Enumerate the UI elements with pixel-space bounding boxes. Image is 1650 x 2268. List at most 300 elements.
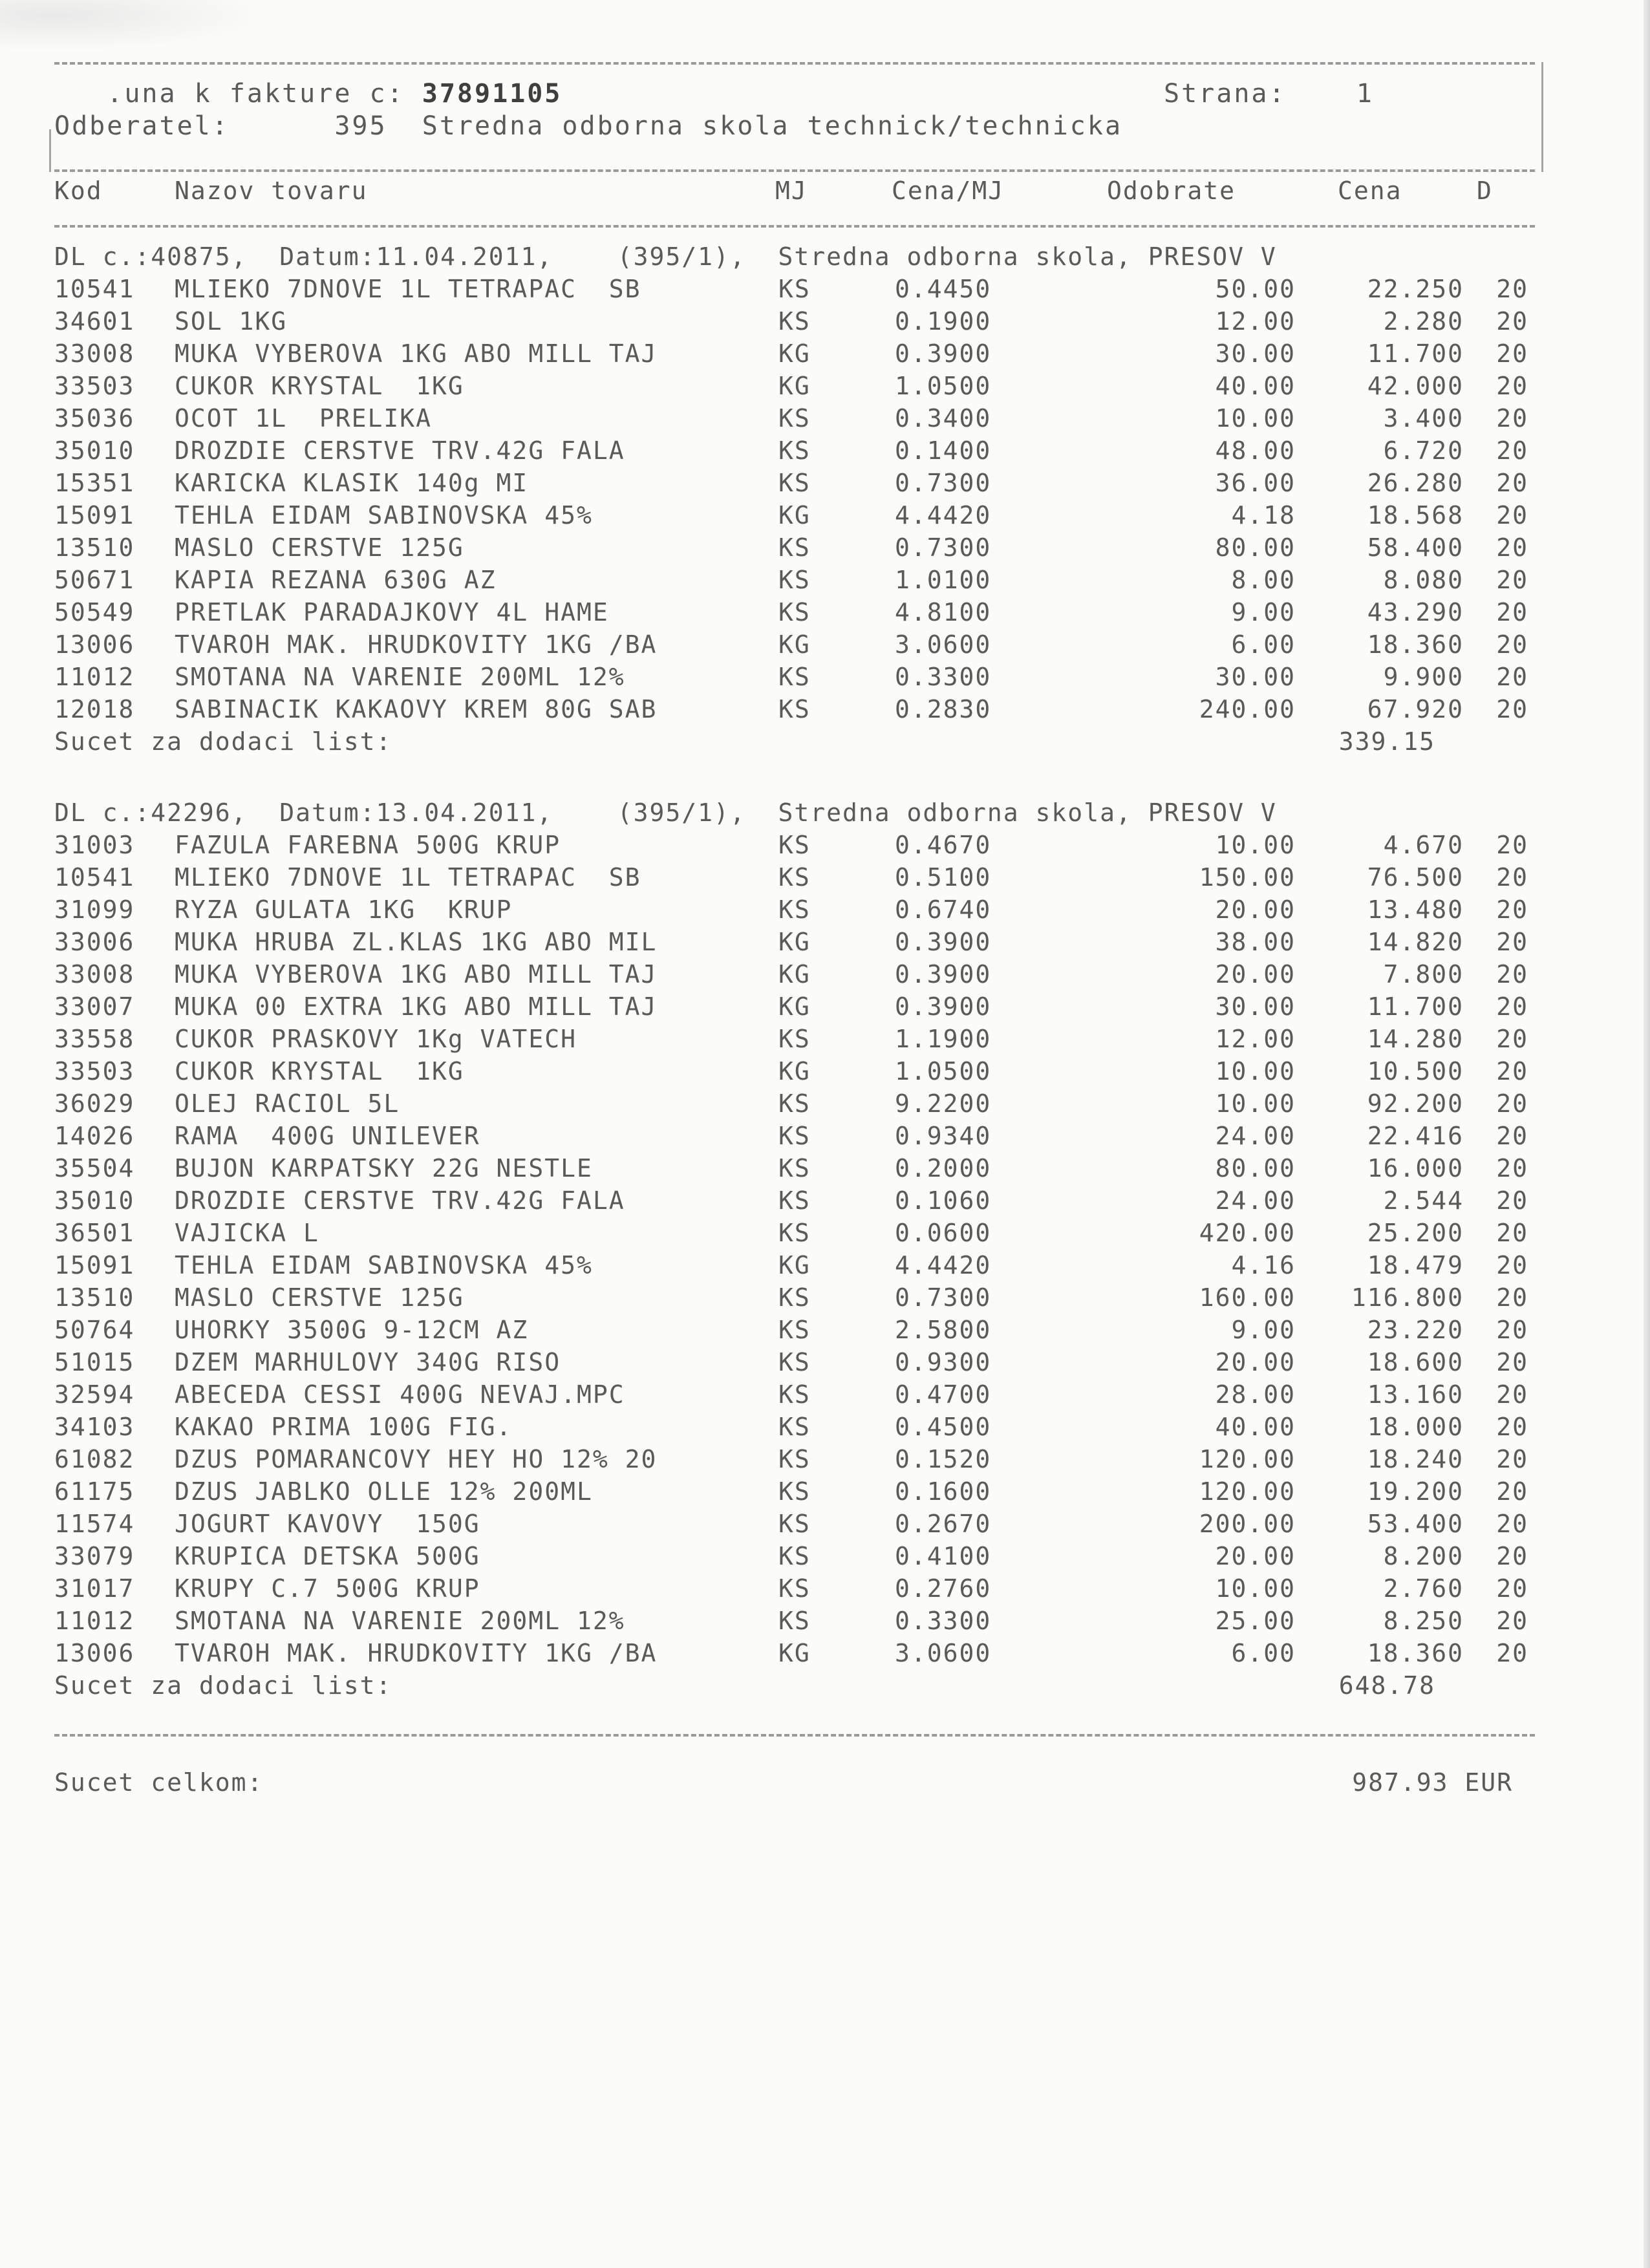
table-row [54, 1314, 1535, 1346]
scan-shadow [0, 0, 272, 52]
table-row [54, 661, 1535, 693]
item-vat: 20 [1496, 566, 1528, 594]
item-vat: 20 [1496, 275, 1528, 303]
item-vat: 20 [1496, 1186, 1528, 1215]
item-name: MUKA HRUBA ZL.KLAS 1KG ABO MIL [175, 928, 658, 956]
table-row [54, 958, 1535, 990]
item-quantity: 12.00 [1215, 1025, 1296, 1053]
item-name: TVAROH MAK. HRUDKOVITY 1KG /BA [175, 630, 658, 659]
item-name: SMOTANA NA VARENIE 200ML 12% [175, 1607, 625, 1635]
delivery-sum-label: Sucet za dodaci list: [54, 1671, 392, 1700]
item-vat: 20 [1496, 1510, 1528, 1538]
item-price: 16.000 [1367, 1154, 1464, 1182]
item-quantity: 200.00 [1199, 1510, 1296, 1538]
item-code: 51015 [54, 1348, 135, 1376]
item-name: CUKOR KRYSTAL 1KG [175, 1057, 464, 1086]
item-unit: KS [778, 1089, 811, 1118]
item-code: 61175 [54, 1477, 135, 1506]
item-quantity: 6.00 [1231, 630, 1296, 659]
item-unit: KG [778, 1251, 811, 1279]
item-vat: 20 [1496, 1542, 1528, 1570]
item-unit-price: 1.0500 [895, 372, 992, 400]
item-unit: KG [778, 630, 811, 659]
item-name: SABINACIK KAKAOVY KREM 80G SAB [175, 695, 658, 723]
item-name: OCOT 1L PRELIKA [175, 404, 433, 433]
item-vat: 20 [1496, 1025, 1528, 1053]
item-vat: 20 [1496, 1574, 1528, 1603]
item-unit: KS [778, 1413, 811, 1441]
item-name: KRUPICA DETSKA 500G [175, 1542, 480, 1570]
item-unit-price: 0.3900 [895, 339, 992, 368]
item-unit: KG [778, 501, 811, 530]
item-code: 15091 [54, 1251, 135, 1279]
invoice-title-row [54, 78, 562, 110]
item-code: 50549 [54, 598, 135, 626]
item-vat: 20 [1496, 831, 1528, 859]
item-unit-price: 0.4500 [895, 1413, 992, 1441]
total-rule [54, 1734, 1535, 1737]
delivery-heading: DL c.:42296, Datum:13.04.2011, (395/1), Stredna odborna skola, PRESOV V [54, 798, 1277, 827]
item-vat: 20 [1496, 1122, 1528, 1150]
delivery-sum-value: 339.15 [1338, 727, 1435, 756]
header-right-bar [1541, 62, 1543, 172]
item-unit-price: 4.4420 [895, 1251, 992, 1279]
item-code: 10541 [54, 275, 135, 303]
item-code: 31003 [54, 831, 135, 859]
item-unit: KS [778, 1510, 811, 1538]
item-unit-price: 1.0100 [895, 566, 992, 594]
item-vat: 20 [1496, 307, 1528, 336]
table-row [54, 1281, 1535, 1314]
delivery-heading: DL c.:40875, Datum:11.04.2011, (395/1), Stredna odborna skola, PRESOV V [54, 242, 1277, 271]
item-code: 35504 [54, 1154, 135, 1182]
item-code: 33008 [54, 339, 135, 368]
item-unit: KS [778, 831, 811, 859]
item-quantity: 10.00 [1215, 1057, 1296, 1086]
table-row [54, 1572, 1535, 1605]
item-price: 76.500 [1367, 863, 1464, 892]
item-price: 19.200 [1367, 1477, 1464, 1506]
item-quantity: 24.00 [1215, 1122, 1296, 1150]
table-row [54, 434, 1535, 467]
item-unit-price: 3.0600 [895, 1639, 992, 1667]
item-quantity: 10.00 [1215, 1574, 1296, 1603]
title-prefix: .una k fakture c: [54, 79, 405, 109]
item-vat: 20 [1496, 630, 1528, 659]
item-vat: 20 [1496, 1639, 1528, 1667]
table-row [54, 337, 1535, 370]
item-unit: KS [778, 275, 811, 303]
item-code: 13510 [54, 533, 135, 562]
item-unit-price: 0.2760 [895, 1574, 992, 1603]
table-row [54, 1378, 1535, 1411]
table-row [54, 1443, 1535, 1475]
item-quantity: 12.00 [1215, 307, 1296, 336]
item-code: 61082 [54, 1445, 135, 1473]
table-row [54, 693, 1535, 725]
item-price: 23.220 [1367, 1316, 1464, 1344]
item-name: TVAROH MAK. HRUDKOVITY 1KG /BA [175, 1639, 658, 1667]
table-row [54, 1152, 1535, 1184]
item-price: 2.280 [1383, 307, 1464, 336]
item-quantity: 150.00 [1199, 863, 1296, 892]
item-quantity: 120.00 [1199, 1477, 1296, 1506]
item-unit-price: 0.3900 [895, 992, 992, 1021]
invoice-number: 37891105 [422, 79, 562, 109]
item-unit-price: 0.0600 [895, 1219, 992, 1247]
item-code: 32594 [54, 1380, 135, 1409]
customer-label: Odberatel: [54, 111, 230, 141]
item-code: 35010 [54, 1186, 135, 1215]
page-indicator [1164, 78, 1374, 110]
item-quantity: 420.00 [1199, 1219, 1296, 1247]
item-unit-price: 0.3300 [895, 1607, 992, 1635]
item-name: MASLO CERSTVE 125G [175, 533, 464, 562]
item-unit-price: 0.4700 [895, 1380, 992, 1409]
item-name: MUKA VYBEROVA 1KG ABO MILL TAJ [175, 339, 658, 368]
item-quantity: 25.00 [1215, 1607, 1296, 1635]
item-unit: KS [778, 1154, 811, 1182]
item-unit-price: 0.6740 [895, 895, 992, 924]
item-quantity: 240.00 [1199, 695, 1296, 723]
item-unit-price: 0.3900 [895, 928, 992, 956]
item-name: DZUS JABLKO OLLE 12% 200ML [175, 1477, 593, 1506]
item-vat: 20 [1496, 1413, 1528, 1441]
item-code: 12018 [54, 695, 135, 723]
item-price: 6.720 [1383, 436, 1464, 465]
item-price: 11.700 [1367, 339, 1464, 368]
item-unit-price: 0.1400 [895, 436, 992, 465]
item-vat: 20 [1496, 1057, 1528, 1086]
item-unit-price: 0.2670 [895, 1510, 992, 1538]
item-unit-price: 2.5800 [895, 1316, 992, 1344]
item-unit: KS [778, 404, 811, 433]
item-price: 116.800 [1351, 1283, 1464, 1312]
item-vat: 20 [1496, 469, 1528, 497]
item-code: 33503 [54, 1057, 135, 1086]
col-mj: MJ [775, 177, 808, 205]
item-unit-price: 1.1900 [895, 1025, 992, 1053]
item-unit-price: 0.7300 [895, 533, 992, 562]
item-quantity: 20.00 [1215, 960, 1296, 989]
item-quantity: 28.00 [1215, 1380, 1296, 1409]
item-vat: 20 [1496, 1089, 1528, 1118]
item-quantity: 80.00 [1215, 533, 1296, 562]
table-row [54, 893, 1535, 926]
table-row [54, 1055, 1535, 1087]
item-vat: 20 [1496, 1477, 1528, 1506]
item-unit-price: 3.0600 [895, 630, 992, 659]
item-quantity: 120.00 [1199, 1445, 1296, 1473]
item-vat: 20 [1496, 1219, 1528, 1247]
item-vat: 20 [1496, 436, 1528, 465]
item-quantity: 80.00 [1215, 1154, 1296, 1182]
table-row [54, 305, 1535, 337]
item-price: 2.760 [1383, 1574, 1464, 1603]
item-vat: 20 [1496, 339, 1528, 368]
item-name: ABECEDA CESSI 400G NEVAJ.MPC [175, 1380, 625, 1409]
item-quantity: 40.00 [1215, 372, 1296, 400]
item-code: 36029 [54, 1089, 135, 1118]
item-name: OLEJ RACIOL 5L [175, 1089, 400, 1118]
item-quantity: 30.00 [1215, 339, 1296, 368]
item-quantity: 48.00 [1215, 436, 1296, 465]
item-quantity: 6.00 [1231, 1639, 1296, 1667]
item-vat: 20 [1496, 695, 1528, 723]
header-bottom-rule [54, 169, 1535, 172]
delivery-sum-label: Sucet za dodaci list: [54, 727, 392, 756]
item-code: 34601 [54, 307, 135, 336]
table-row [54, 1217, 1535, 1249]
item-code: 31017 [54, 1574, 135, 1603]
item-unit-price: 0.3900 [895, 960, 992, 989]
table-row [54, 1184, 1535, 1217]
item-price: 18.000 [1367, 1413, 1464, 1441]
item-price: 7.800 [1383, 960, 1464, 989]
item-unit: KG [778, 1057, 811, 1086]
item-code: 15351 [54, 469, 135, 497]
scan-edge [1644, 0, 1650, 2268]
table-row [54, 926, 1535, 958]
table-row [54, 1605, 1535, 1637]
item-quantity: 24.00 [1215, 1186, 1296, 1215]
item-unit-price: 0.4450 [895, 275, 992, 303]
item-quantity: 50.00 [1215, 275, 1296, 303]
item-price: 22.416 [1367, 1122, 1464, 1150]
item-quantity: 20.00 [1215, 1348, 1296, 1376]
item-unit: KS [778, 695, 811, 723]
item-unit: KS [778, 1380, 811, 1409]
item-vat: 20 [1496, 1380, 1528, 1409]
item-name: MUKA 00 EXTRA 1KG ABO MILL TAJ [175, 992, 658, 1021]
item-unit-price: 9.2200 [895, 1089, 992, 1118]
item-price: 42.000 [1367, 372, 1464, 400]
item-unit: KS [778, 1445, 811, 1473]
table-row [54, 564, 1535, 596]
table-row [54, 861, 1535, 893]
item-name: CUKOR KRYSTAL 1KG [175, 372, 464, 400]
item-code: 33079 [54, 1542, 135, 1570]
item-code: 50764 [54, 1316, 135, 1344]
table-row [54, 829, 1535, 861]
item-unit: KG [778, 1639, 811, 1667]
header-left-bar [49, 129, 51, 172]
customer-code: 395 [334, 111, 387, 141]
item-vat: 20 [1496, 960, 1528, 989]
item-vat: 20 [1496, 1607, 1528, 1635]
item-quantity: 10.00 [1215, 1089, 1296, 1118]
item-vat: 20 [1496, 895, 1528, 924]
table-row [54, 628, 1535, 661]
item-code: 15091 [54, 501, 135, 530]
item-quantity: 36.00 [1215, 469, 1296, 497]
table-row [54, 1346, 1535, 1378]
item-vat: 20 [1496, 863, 1528, 892]
item-name: JOGURT KAVOVY 150G [175, 1510, 480, 1538]
item-unit-price: 0.9340 [895, 1122, 992, 1150]
item-unit: KS [778, 307, 811, 336]
item-unit-price: 0.3400 [895, 404, 992, 433]
item-name: KAKAO PRIMA 100G FIG. [175, 1413, 513, 1441]
item-name: MLIEKO 7DNOVE 1L TETRAPAC SB [175, 275, 641, 303]
table-row [54, 402, 1535, 434]
grand-total-label: Sucet celkom: [54, 1768, 264, 1797]
item-unit-price: 0.1600 [895, 1477, 992, 1506]
table-row [54, 467, 1535, 499]
item-vat: 20 [1496, 992, 1528, 1021]
table-row [54, 499, 1535, 531]
item-unit-price: 1.0500 [895, 1057, 992, 1086]
item-code: 14026 [54, 1122, 135, 1150]
item-price: 10.500 [1367, 1057, 1464, 1086]
column-header-row [54, 175, 1535, 207]
item-code: 33008 [54, 960, 135, 989]
col-odobrate: Odobrate [1107, 177, 1236, 205]
item-name: PRETLAK PARADAJKOVY 4L HAME [175, 598, 609, 626]
table-row [54, 596, 1535, 628]
item-code: 33007 [54, 992, 135, 1021]
item-name: RAMA 400G UNILEVER [175, 1122, 480, 1150]
item-code: 35036 [54, 404, 135, 433]
item-name: MUKA VYBEROVA 1KG ABO MILL TAJ [175, 960, 658, 989]
item-name: KARICKA KLASIK 140g MI [175, 469, 529, 497]
item-unit-price: 0.3300 [895, 663, 992, 691]
col-nazov: Nazov tovaru [175, 177, 368, 205]
table-row [54, 1475, 1535, 1508]
item-price: 92.200 [1367, 1089, 1464, 1118]
item-price: 18.479 [1367, 1251, 1464, 1279]
item-vat: 20 [1496, 663, 1528, 691]
table-row [54, 1023, 1535, 1055]
item-price: 8.250 [1383, 1607, 1464, 1635]
item-code: 13510 [54, 1283, 135, 1312]
item-name: DZUS POMARANCOVY HEY HO 12% 20 [175, 1445, 658, 1473]
item-vat: 20 [1496, 1154, 1528, 1182]
item-code: 36501 [54, 1219, 135, 1247]
item-price: 26.280 [1367, 469, 1464, 497]
col-cena: Cena [1338, 177, 1402, 205]
item-name: FAZULA FAREBNA 500G KRUP [175, 831, 561, 859]
item-unit: KS [778, 1283, 811, 1312]
item-name: DZEM MARHULOVY 340G RISO [175, 1348, 561, 1376]
item-unit: KS [778, 566, 811, 594]
item-unit: KS [778, 533, 811, 562]
item-unit-price: 0.5100 [895, 863, 992, 892]
item-unit-price: 0.1520 [895, 1445, 992, 1473]
item-unit-price: 0.7300 [895, 1283, 992, 1312]
item-vat: 20 [1496, 501, 1528, 530]
item-price: 11.700 [1367, 992, 1464, 1021]
item-code: 33558 [54, 1025, 135, 1053]
item-unit: KG [778, 339, 811, 368]
item-price: 18.568 [1367, 501, 1464, 530]
item-quantity: 40.00 [1215, 1413, 1296, 1441]
item-code: 13006 [54, 1639, 135, 1667]
item-unit-price: 4.4420 [895, 501, 992, 530]
item-quantity: 9.00 [1231, 1316, 1296, 1344]
item-vat: 20 [1496, 598, 1528, 626]
item-unit: KS [778, 598, 811, 626]
table-row [54, 1411, 1535, 1443]
item-vat: 20 [1496, 1445, 1528, 1473]
item-price: 14.280 [1367, 1025, 1464, 1053]
item-vat: 20 [1496, 928, 1528, 956]
item-vat: 20 [1496, 1251, 1528, 1279]
item-unit: KS [778, 469, 811, 497]
item-name: KRUPY C.7 500G KRUP [175, 1574, 480, 1603]
item-quantity: 20.00 [1215, 895, 1296, 924]
item-price: 18.600 [1367, 1348, 1464, 1376]
table-row [54, 1120, 1535, 1152]
item-vat: 20 [1496, 1283, 1528, 1312]
table-row [54, 273, 1535, 305]
item-unit-price: 0.2000 [895, 1154, 992, 1182]
item-price: 4.670 [1383, 831, 1464, 859]
item-unit: KS [778, 1574, 811, 1603]
item-quantity: 30.00 [1215, 992, 1296, 1021]
item-quantity: 160.00 [1199, 1283, 1296, 1312]
item-unit-price: 4.8100 [895, 598, 992, 626]
item-name: KAPIA REZANA 630G AZ [175, 566, 497, 594]
page-label: Strana: [1164, 79, 1287, 109]
table-row [54, 1508, 1535, 1540]
item-code: 11574 [54, 1510, 135, 1538]
col-d: D [1477, 177, 1493, 205]
item-quantity: 30.00 [1215, 663, 1296, 691]
item-unit: KG [778, 960, 811, 989]
item-unit: KS [778, 1607, 811, 1635]
item-unit: KS [778, 1122, 811, 1150]
item-unit: KS [778, 1348, 811, 1376]
table-row [54, 1087, 1535, 1120]
item-code: 13006 [54, 630, 135, 659]
item-price: 9.900 [1383, 663, 1464, 691]
item-price: 2.544 [1383, 1186, 1464, 1215]
item-unit: KS [778, 1025, 811, 1053]
item-price: 8.200 [1383, 1542, 1464, 1570]
item-unit-price: 0.9300 [895, 1348, 992, 1376]
table-row [54, 990, 1535, 1023]
customer-name: Stredna odborna skola technick/technicka [422, 111, 1123, 141]
item-code: 31099 [54, 895, 135, 924]
item-code: 33503 [54, 372, 135, 400]
item-unit-price: 0.4670 [895, 831, 992, 859]
item-name: MLIEKO 7DNOVE 1L TETRAPAC SB [175, 863, 641, 892]
grand-total-value: 987.93 EUR [1352, 1768, 1513, 1797]
delivery-sum-value: 648.78 [1338, 1671, 1435, 1700]
customer-row [54, 110, 1122, 142]
item-name: MASLO CERSTVE 125G [175, 1283, 464, 1312]
item-unit: KS [778, 1542, 811, 1570]
item-code: 50671 [54, 566, 135, 594]
item-price: 13.160 [1367, 1380, 1464, 1409]
item-code: 35010 [54, 436, 135, 465]
item-price: 14.820 [1367, 928, 1464, 956]
item-unit: KS [778, 1316, 811, 1344]
item-quantity: 38.00 [1215, 928, 1296, 956]
item-name: TEHLA EIDAM SABINOVSKA 45% [175, 501, 593, 530]
item-unit: KS [778, 1186, 811, 1215]
item-unit-price: 0.4100 [895, 1542, 992, 1570]
table-row [54, 1540, 1535, 1572]
item-price: 67.920 [1367, 695, 1464, 723]
item-code: 11012 [54, 663, 135, 691]
item-code: 33006 [54, 928, 135, 956]
item-name: VAJICKA L [175, 1219, 319, 1247]
item-price: 13.480 [1367, 895, 1464, 924]
item-unit: KS [778, 863, 811, 892]
table-row [54, 370, 1535, 402]
